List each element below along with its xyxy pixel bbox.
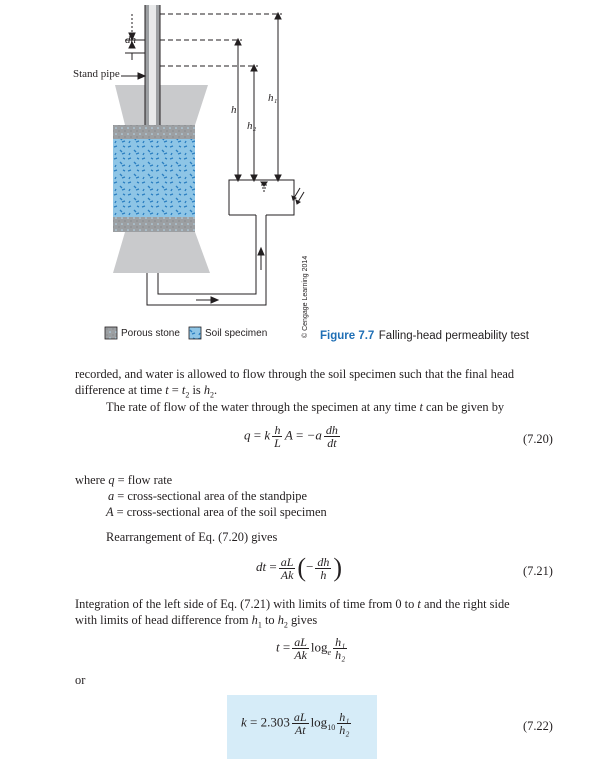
equation-t: t = $\frac{aL}{Ak}$ $\log_e$ $\frac{\text{h₁}}{\text{h₂}}$ xyxy=(276,635,346,662)
copyright-notice: © Cengage Learning 2014 xyxy=(302,255,309,338)
porous-stone-swatch xyxy=(105,327,117,339)
upper-funnel xyxy=(115,85,208,125)
equation-7-22: k = 2.303 $\frac{aL}{At}$ $\log_{10}$ $\frac{\text{h₁}}{\text{h₂}}$ xyxy=(241,710,350,737)
def-a: a = cross-sectional area of the standpipe xyxy=(108,489,307,503)
eq-number-7-22: (7.22) xyxy=(523,719,553,733)
where-line: where q = flow rate xyxy=(75,473,173,487)
integration-paragraph: Integration of the left side of Eq. (7.21) with limits of time from 0 to t and the right side with limits of head difference from $h_1$ to $h_2$ gives xyxy=(75,597,510,630)
h1-label: h₁ xyxy=(268,92,278,104)
equation-7-21: dt = $\frac{aL}{Ak}$ (− $\frac{dh}{h}$ ) xyxy=(256,553,343,582)
h-label: h xyxy=(231,104,237,116)
h2-label: h₂ xyxy=(247,120,257,132)
falling-head-figure xyxy=(0,0,594,350)
rearrangement-text: Rearrangement of Eq. (7.20) gives xyxy=(106,530,278,544)
figure-number: Figure 7.7 xyxy=(320,330,375,342)
or-text: or xyxy=(75,673,86,687)
top-porous-stone xyxy=(113,125,195,139)
paragraph-2: The rate of flow of the water through the specimen at any time t can be given by xyxy=(106,400,505,414)
stand-pipe xyxy=(145,5,160,125)
legend-soil-specimen: Soil specimen xyxy=(205,328,268,339)
stand-pipe-label: Stand pipe xyxy=(73,68,120,80)
figure-caption xyxy=(320,326,529,344)
legend-porous-stone: Porous stone xyxy=(121,328,180,339)
lower-funnel xyxy=(113,232,210,273)
eq-number-7-21: (7.21) xyxy=(523,564,553,578)
figure-caption-text: Falling-head permeability test xyxy=(378,330,529,342)
equation-7-20: q = k $\frac{h}{L}$ A = −a $\frac{dh}{dt}$ xyxy=(244,423,338,450)
def-A: A = cross-sectional area of the soil specimen xyxy=(106,505,327,519)
dh-label: dh xyxy=(125,34,136,46)
soil-specimen-swatch xyxy=(189,327,201,339)
level-lines xyxy=(160,14,282,66)
paragraph-1 xyxy=(75,366,514,403)
para1-line1: recorded, and water is allowed to flow through the soil specimen such that the final head xyxy=(75,367,515,381)
para1-line2: difference at time $t = t_2$ is $h_2$. xyxy=(75,383,218,400)
bottom-porous-stone xyxy=(113,217,195,232)
eq-number-7-20: (7.20) xyxy=(523,432,553,446)
soil-specimen xyxy=(113,139,195,217)
